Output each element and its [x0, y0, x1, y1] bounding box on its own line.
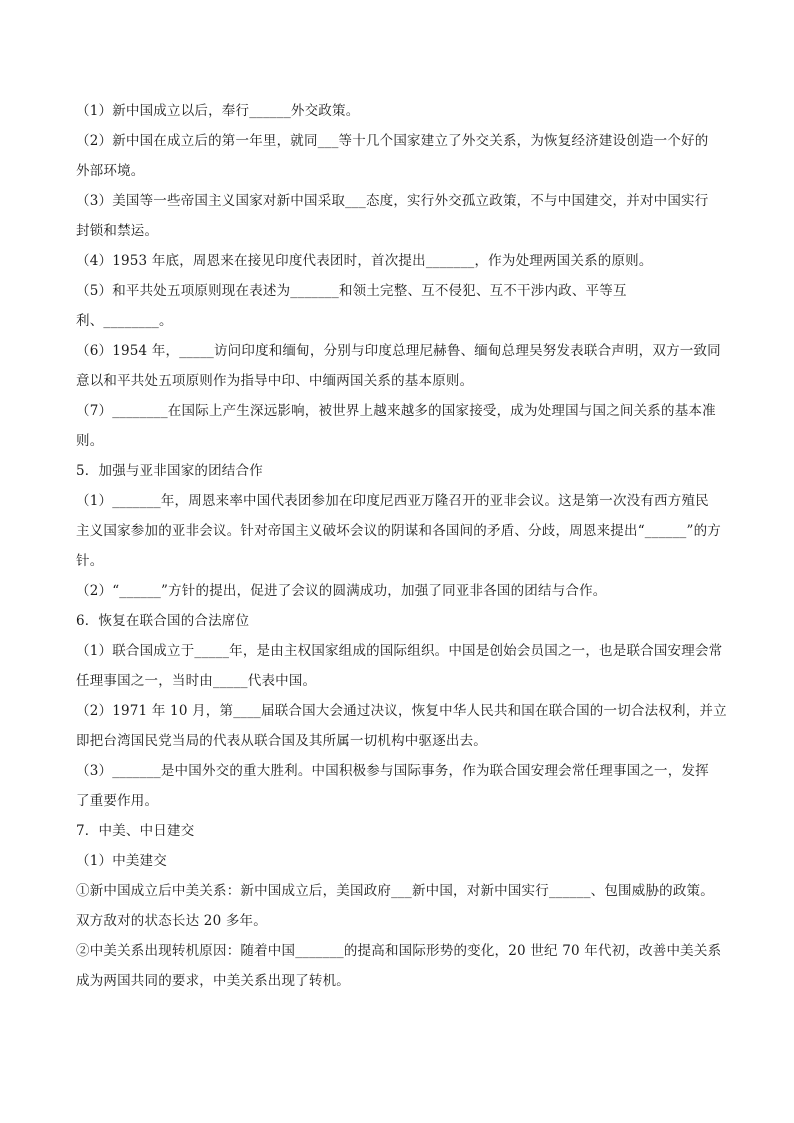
text-line-17: （2）“______”方针的提出，促进了会议的圆满成功，加强了同亚非各国的团结与合作。	[76, 583, 607, 599]
text-line-29: ②中美关系出现转机原因：随着中国_______的提高和国际形势的变化，20 世纪 70 年代初，改善中美关系	[76, 943, 722, 959]
text-line-20: 任理事国之一，当时由_____代表中国。	[76, 673, 317, 689]
text-line-16: 针。	[76, 553, 104, 569]
text-line-10: 意以和平共处五项原则作为指导中印、中缅两国关系的基本原则。	[76, 373, 474, 389]
section-heading-6: 6．恢复在联合国的合法席位	[76, 613, 250, 629]
text-line-21: （2）1971 年 10 月，第____届联合国大会通过决议，恢复中华人民共和国在联合国的一切合法权利，并立	[76, 703, 727, 719]
text-line-6: （4）1953 年底，周恩来在接见印度代表团时，首次提出_______，作为处理两国关系的原则。	[76, 253, 653, 269]
text-line-4: （3）美国等一些帝国主义国家对新中国采取___态度，实行外交孤立政策，不与中国建交，并对中国实行	[76, 193, 709, 209]
text-line-22: 即把台湾国民党当局的代表从联合国及其所属一切机构中驱逐出去。	[76, 733, 487, 749]
text-line-15: 主义国家参加的亚非会议。针对帝国主义破坏会议的阴谋和各国间的矛盾、分歧，周恩来提出“______”的方	[76, 523, 722, 539]
text-line-2: （2）新中国在成立后的第一年里，就同___等十几个国家建立了外交关系，为恢复经济建设创造一个好的	[76, 133, 709, 149]
text-line-27: ①新中国成立后中美关系：新中国成立后，美国政府___新中国，对新中国实行______、包围威胁的政策。	[76, 883, 714, 899]
subheading-1: （1）中美建交	[76, 853, 167, 869]
text-line-24: 了重要作用。	[76, 793, 159, 809]
text-line-28: 双方敌对的状态长达 20 多年。	[76, 913, 267, 929]
text-line-12: 则。	[76, 433, 104, 449]
text-line-3: 外部环境。	[76, 163, 145, 179]
section-heading-7: 7．中美、中日建交	[76, 823, 195, 839]
text-line-14: （1）_______年，周恩来率中国代表团参加在印度尼西亚万隆召开的亚非会议。这是第一次没有西方殖民	[76, 493, 709, 509]
text-line-11: （7）________在国际上产生深远影响，被世界上越来越多的国家接受，成为处理国与国之间关系的基本准	[76, 403, 716, 419]
text-line-30: 成为两国共同的要求，中美关系出现了转机。	[76, 973, 350, 989]
text-line-23: （3）_______是中国外交的重大胜利。中国积极参与国际事务，作为联合国安理会常任理事国之一，发挥	[76, 763, 709, 779]
text-line-1: （1）新中国成立以后，奉行______外交政策。	[76, 103, 360, 119]
text-line-9: （6）1954 年，_____访问印度和缅甸，分别与印度总理尼赫鲁、缅甸总理吴努发表联合声明，双方一致同	[76, 343, 721, 359]
section-heading-5: 5．加强与亚非国家的团结合作	[76, 463, 263, 479]
document-page	[76, 96, 728, 996]
text-line-7: （5）和平共处五项原则现在表述为_______和领土完整、互不侵犯、互不干涉内政、平等互	[76, 283, 627, 299]
text-line-8: 利、________。	[76, 313, 173, 329]
text-line-5: 封锁和禁运。	[76, 223, 159, 239]
text-line-19: （1）联合国成立于_____年，是由主权国家组成的国际组织。中国是创始会员国之一，也是联合国安理会常	[76, 643, 723, 659]
